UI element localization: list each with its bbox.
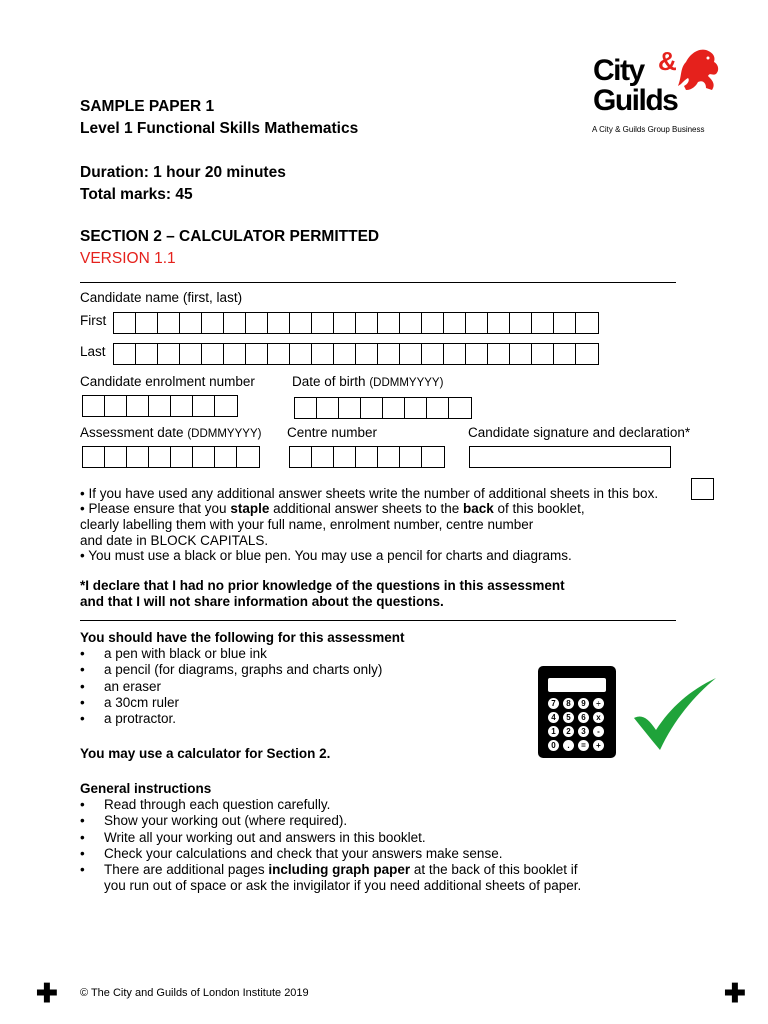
dob-label: [292, 374, 443, 389]
calculator-key: 7: [548, 698, 559, 709]
assessment-date-text: Assessment date: [80, 425, 184, 440]
logo-tagline: A City & Guilds Group Business: [592, 125, 705, 134]
calculator-key: 8: [563, 698, 574, 709]
list-item: • There are additional pages including graph paper at the back of this booklet if you run out of space or ask the invigilator if you need additional sheets of paper.: [80, 862, 581, 895]
additional-sheets-note: • If you have used any additional answer sheets write the number of additional sheets in this box.: [80, 486, 659, 501]
logo-ampersand: &: [658, 46, 677, 76]
list-item: • Write all your working out and answers in this booklet.: [80, 830, 581, 846]
staple-note-line1: • Please ensure that you staple additional answer sheets to the back of this booklet,: [80, 501, 585, 516]
calculator-key: .: [563, 740, 574, 751]
last-name-boxes[interactable]: [113, 343, 599, 365]
calculator-key: 5: [563, 712, 574, 723]
assessment-date-format: (DDMMYYYY): [187, 428, 262, 440]
general-heading: General instructions: [80, 781, 212, 796]
list-item: • a pen with black or blue ink: [80, 646, 382, 662]
first-name-label: First: [80, 313, 107, 328]
calculator-key: x: [593, 712, 604, 723]
subject-title: Level 1 Functional Skills Mathematics: [80, 120, 359, 137]
calculator-key: +: [593, 740, 604, 751]
pen-note: • You must use a black or blue pen. You may use a pencil for charts and diagrams.: [80, 548, 572, 563]
additional-sheets-box[interactable]: [691, 478, 714, 500]
assessment-date-label: [80, 425, 261, 440]
signature-box[interactable]: [469, 446, 671, 468]
registration-mark-left: ✚: [36, 978, 58, 1008]
middle-divider: [80, 620, 676, 621]
paper-title: SAMPLE PAPER 1: [80, 98, 215, 115]
enrolment-boxes[interactable]: [82, 395, 238, 417]
calculator-note-text: You may use a calculator for Section 2.: [80, 746, 331, 761]
version-label: VERSION 1.1: [80, 250, 176, 267]
calculator-keypad: [548, 698, 608, 754]
list-item: • a pencil (for diagrams, graphs and charts only): [80, 662, 382, 678]
staple-note: [80, 501, 585, 549]
calculator-key: =: [578, 740, 589, 751]
lion-icon: [672, 46, 722, 92]
signature-label: Candidate signature and declaration*: [468, 425, 691, 440]
staple-note-line2: clearly labelling them with your full name, enrolment number, centre number: [80, 517, 534, 532]
enrolment-label: Candidate enrolment number: [80, 374, 255, 389]
calculator-key: 3: [578, 726, 589, 737]
declaration: [80, 578, 565, 610]
centre-number-label: Centre number: [287, 425, 378, 440]
general-list: [80, 797, 581, 895]
calculator-display: [548, 678, 606, 692]
logo-guilds-text: Guilds: [593, 84, 678, 117]
dob-format: (DDMMYYYY): [369, 377, 444, 389]
calculator-key: 1: [548, 726, 559, 737]
calculator-key: 2: [563, 726, 574, 737]
centre-number-boxes[interactable]: [289, 446, 445, 468]
copyright: © The City and Guilds of London Institute 2019: [80, 987, 309, 999]
city-guilds-logo: [590, 46, 730, 138]
first-name-boxes[interactable]: [113, 312, 599, 334]
dob-boxes[interactable]: [294, 397, 472, 419]
last-name-label: Last: [80, 344, 106, 359]
staple-note-line3: and date in BLOCK CAPITALS.: [80, 533, 269, 548]
calculator-key: 6: [578, 712, 589, 723]
list-item: • a protractor.: [80, 711, 382, 727]
calculator-icon: [538, 666, 616, 758]
declaration-line1: *I declare that I had no prior knowledge of the questions in this assessment: [80, 578, 565, 593]
list-item: • an eraser: [80, 679, 382, 695]
candidate-name-label: Candidate name (first, last): [80, 290, 243, 305]
calculator-key: 4: [548, 712, 559, 723]
duration: Duration: 1 hour 20 minutes: [80, 164, 286, 181]
list-item: • Check your calculations and check that your answers make sense.: [80, 846, 581, 862]
section-title: SECTION 2 – CALCULATOR PERMITTED: [80, 228, 380, 245]
registration-mark-right: ✚: [724, 978, 746, 1008]
list-item: • Read through each question carefully.: [80, 797, 581, 813]
calculator-key: ÷: [593, 698, 604, 709]
calculator-key: -: [593, 726, 604, 737]
calculator-key: 9: [578, 698, 589, 709]
top-divider: [80, 282, 676, 283]
assessment-date-boxes[interactable]: [82, 446, 260, 468]
total-marks: Total marks: 45: [80, 186, 193, 203]
equipment-heading: You should have the following for this assessment: [80, 630, 405, 645]
equipment-list: [80, 646, 382, 727]
dob-label-text: Date of birth: [292, 374, 366, 389]
green-tick-icon: [630, 674, 720, 754]
list-item: • Show your working out (where required).: [80, 813, 581, 829]
list-item: • a 30cm ruler: [80, 695, 382, 711]
declaration-line2: and that I will not share information about the questions.: [80, 594, 444, 609]
calculator-note: [80, 746, 330, 761]
calculator-key: 0: [548, 740, 559, 751]
logo-city-text: City: [593, 54, 644, 87]
